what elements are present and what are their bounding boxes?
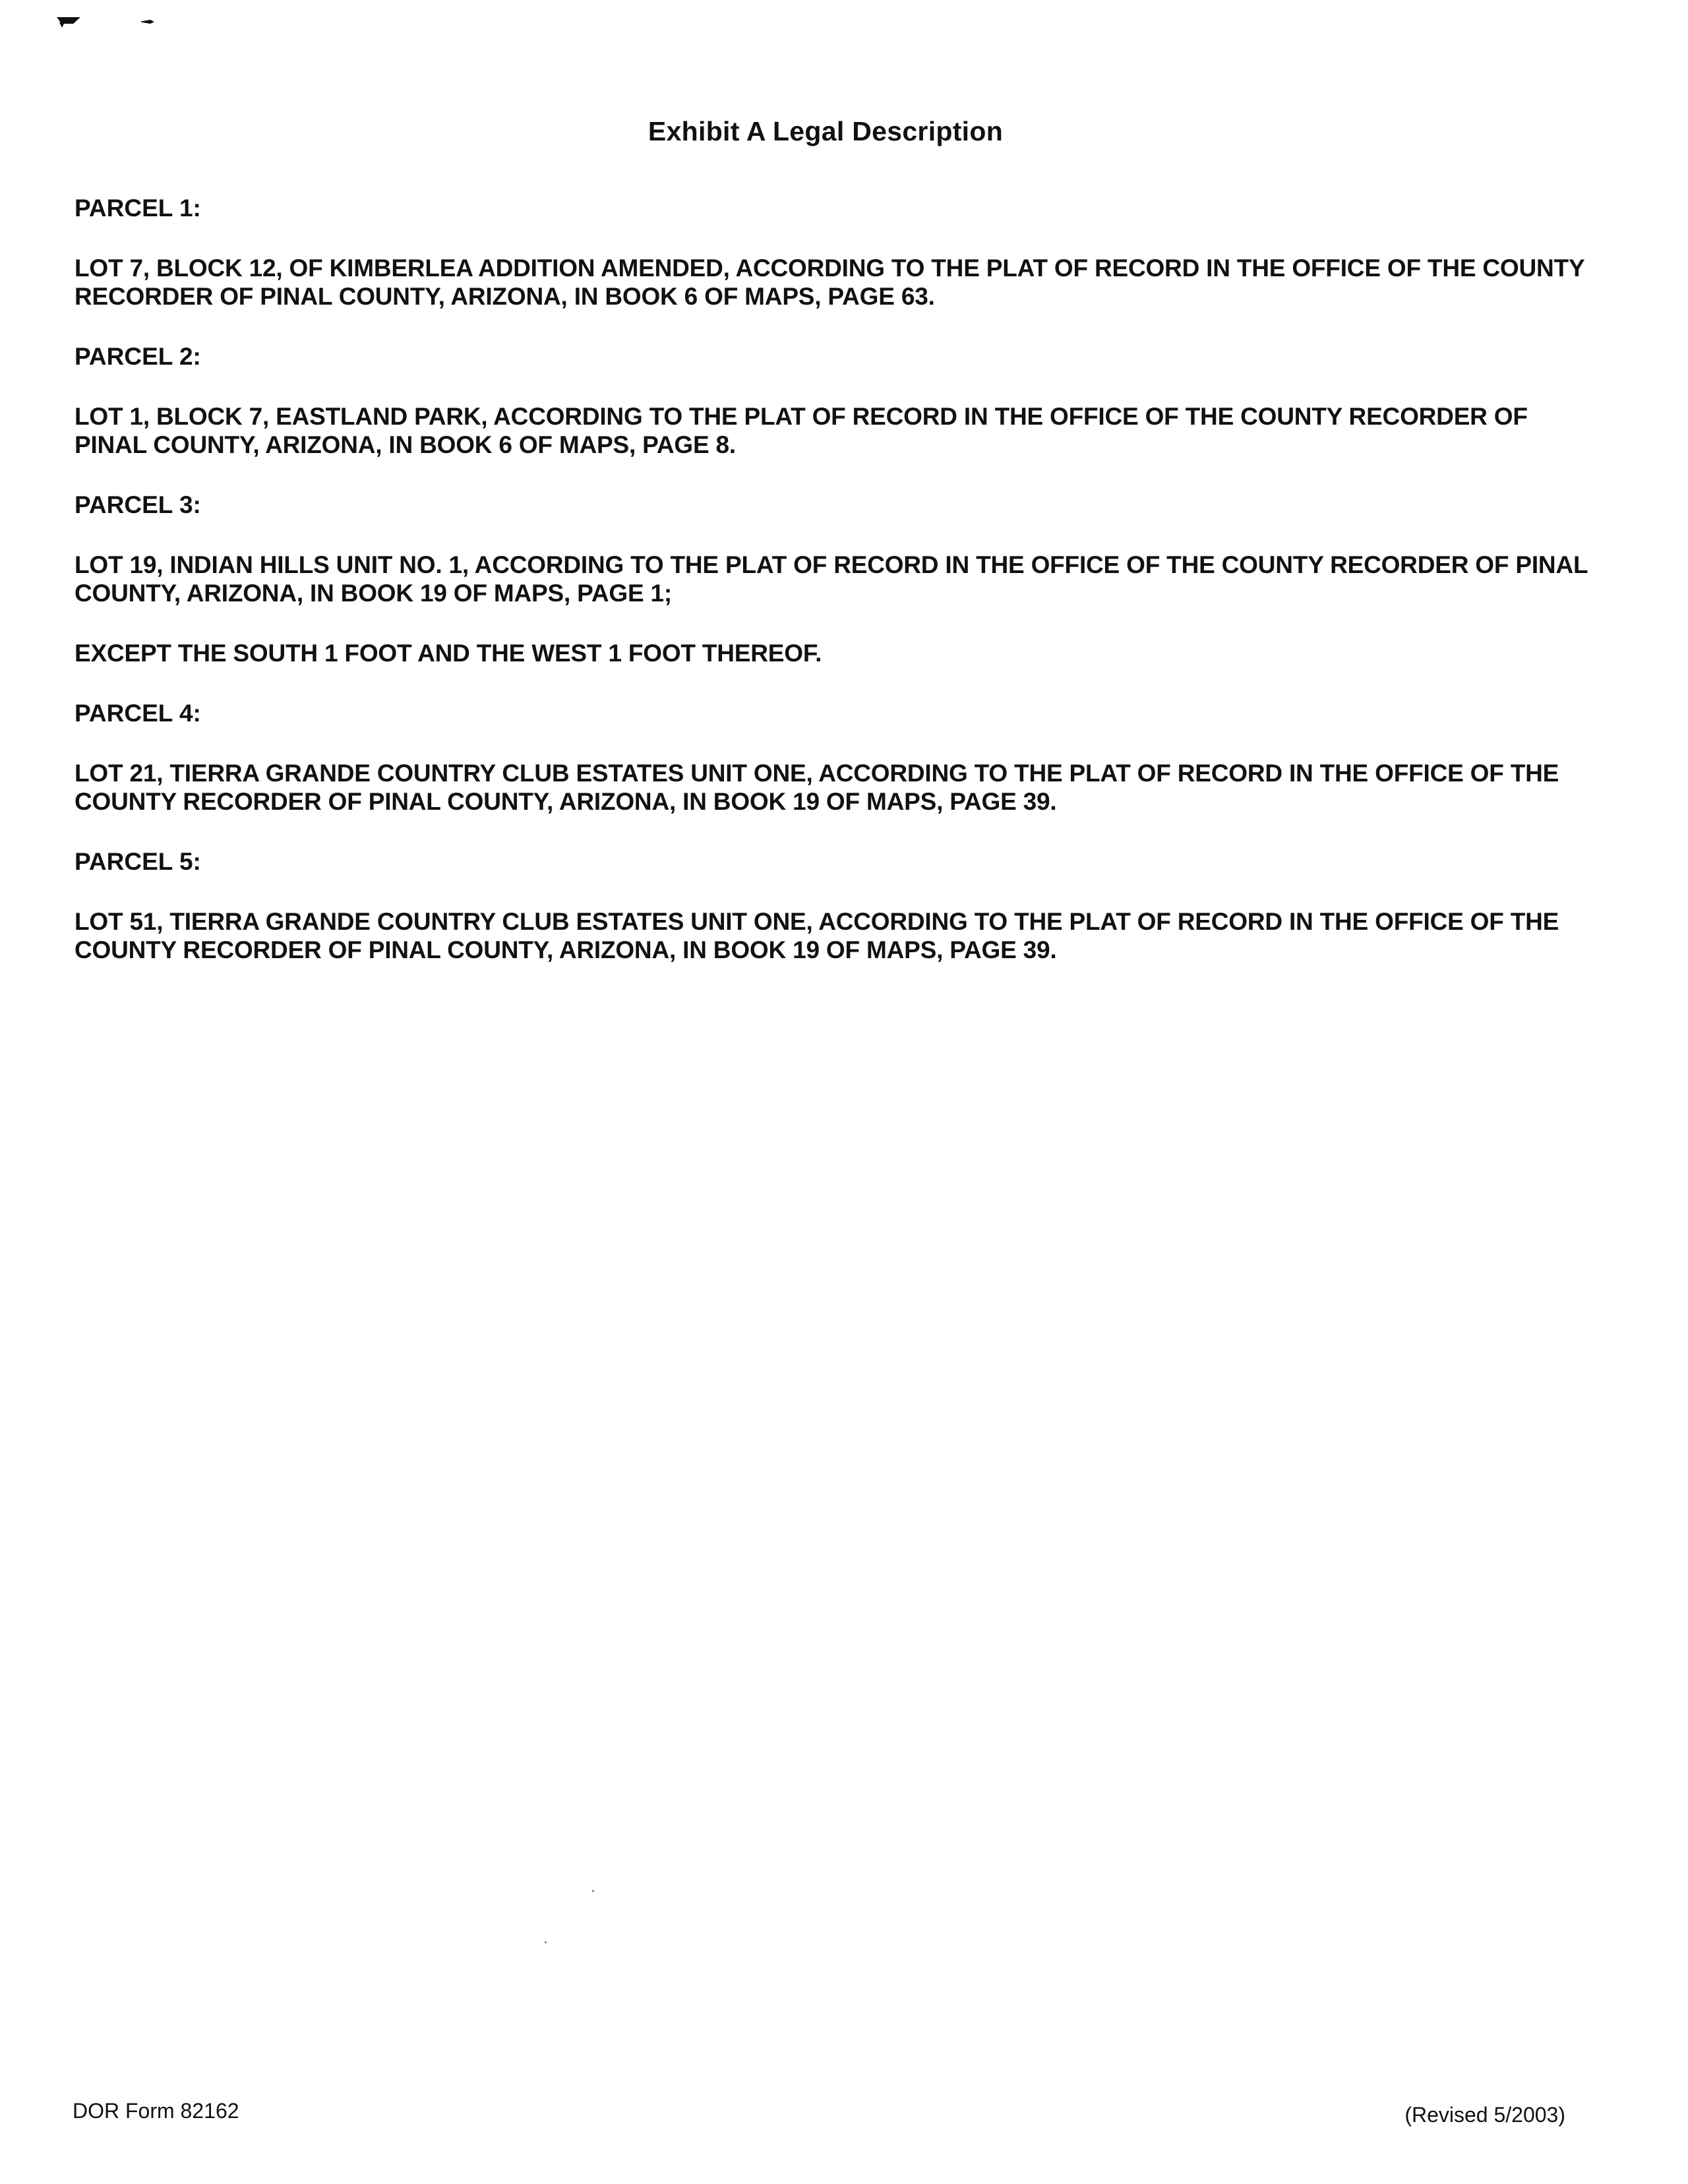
scan-speck — [592, 1890, 594, 1892]
scan-artifact — [59, 22, 65, 28]
document-body — [75, 194, 1591, 964]
document-title: Exhibit A Legal Description — [648, 116, 1004, 146]
parcel-heading: PARCEL 5: — [75, 848, 201, 875]
parcel-description: LOT 1, BLOCK 7, EASTLAND PARK, ACCORDING TO THE PLAT OF RECORD IN THE OFFICE OF THE COUNTY RECORDER OF PINAL COUNTY, ARIZONA, IN BOOK 6 OF MAPS, PAGE 8. — [75, 403, 1528, 458]
parcel-heading: PARCEL 2: — [75, 343, 201, 370]
scan-artifact — [141, 20, 154, 24]
scan-speck — [545, 1941, 547, 1943]
parcel-description: LOT 51, TIERRA GRANDE COUNTRY CLUB ESTATES UNIT ONE, ACCORDING TO THE PLAT OF RECORD IN THE OFFICE OF THE COUNTY RECORDER OF PINAL COUNTY, ARIZONA, IN BOOK 19 OF MAPS, PAGE 39. — [75, 908, 1559, 963]
parcel-description: LOT 21, TIERRA GRANDE COUNTRY CLUB ESTATES UNIT ONE, ACCORDING TO THE PLAT OF RECORD IN THE OFFICE OF THE COUNTY RECORDER OF PINAL COUNTY, ARIZONA, IN BOOK 19 OF MAPS, PAGE 39. — [75, 760, 1559, 815]
parcel-description: LOT 7, BLOCK 12, OF KIMBERLEA ADDITION AMENDED, ACCORDING TO THE PLAT OF RECORD IN THE OFFICE OF THE COUNTY RECORDER OF PINAL COUNTY, ARIZONA, IN BOOK 6 OF MAPS, PAGE 63. — [75, 255, 1584, 310]
parcel-heading: PARCEL 1: — [75, 195, 201, 222]
revision-date: (Revised 5/2003) — [1404, 2103, 1565, 2127]
parcel-exception: EXCEPT THE SOUTH 1 FOOT AND THE WEST 1 FOOT THEREOF. — [75, 640, 822, 667]
parcel-description: LOT 19, INDIAN HILLS UNIT NO. 1, ACCORDING TO THE PLAT OF RECORD IN THE OFFICE OF THE COUNTY RECORDER OF PINAL COUNTY, ARIZONA, IN BOOK 19 OF MAPS, PAGE 1; — [75, 551, 1588, 607]
parcel-heading: PARCEL 4: — [75, 700, 201, 727]
parcel-heading: PARCEL 3: — [75, 491, 201, 518]
form-number: DOR Form 82162 — [73, 2099, 239, 2123]
